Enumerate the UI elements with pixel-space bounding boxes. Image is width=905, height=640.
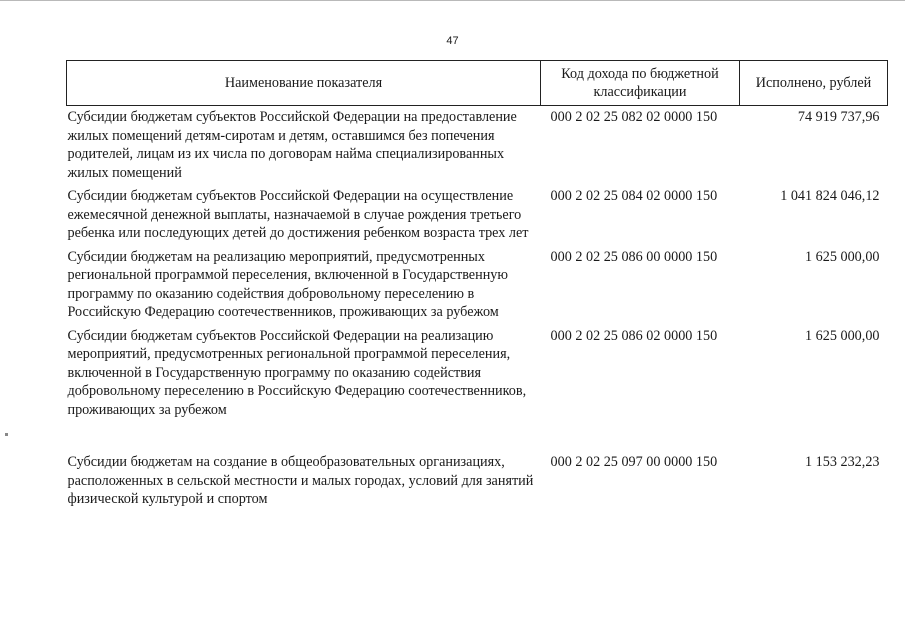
header-name: Наименование показателя	[67, 61, 541, 106]
row-amount: 1 625 000,00	[805, 248, 880, 265]
top-scan-rule	[0, 0, 905, 5]
table-row	[67, 106, 888, 187]
page-number: 47	[446, 35, 459, 47]
header-code: Код дохода по бюджетной классификации	[541, 61, 740, 106]
row-amount: 1 041 824 046,12	[780, 188, 880, 204]
table-row	[67, 423, 888, 513]
row-name: Субсидии бюджетам на реализацию мероприятий, предусмотренных региональной программой переселения, включенной в Государственную программу по оказанию содействия добровольному переселению в Российскую Федерацию соотечественников, проживающих за рубежом	[67, 248, 508, 320]
row-amount: 74 919 737,96	[797, 109, 880, 125]
table-row	[67, 326, 888, 424]
revenue-table	[66, 60, 888, 513]
row-code: 000 2 02 25 084 02 0000 150	[550, 188, 718, 204]
row-code: 000 2 02 25 097 00 0000 150	[550, 454, 718, 470]
row-code: 000 2 02 25 082 02 0000 150	[550, 109, 718, 125]
table-row	[67, 247, 888, 326]
table-header-row	[67, 61, 888, 106]
row-code: 000 2 02 25 086 02 0000 150	[550, 327, 718, 344]
scan-speck	[5, 433, 8, 436]
row-name: Субсидии бюджетам субъектов Российской Федерации на реализацию мероприятий, предусмотренных региональной программой переселения, включенной в Государственную программу по оказанию содействия добровольному переселению в Российскую Федерацию соотечественников, проживающих за рубежом	[67, 327, 527, 418]
row-code: 000 2 02 25 086 00 0000 150	[550, 248, 718, 265]
row-amount: 1 625 000,00	[805, 327, 880, 344]
row-name: Субсидии бюджетам на создание в общеобразовательных организациях, расположенных в сельской местности и малых городах, условий для занятий физической культурой и спортом	[67, 454, 534, 507]
row-name: Субсидии бюджетам субъектов Российской Федерации на предоставление жилых помещений детям-сиротам и детям, оставшимся без попечения родителей, лицам из их числа по договорам найма специализированных жилых помещений	[67, 109, 517, 181]
header-amount: Исполнено, рублей	[740, 61, 888, 106]
row-amount: 1 153 232,23	[805, 454, 880, 470]
table-row	[67, 186, 888, 247]
row-name: Субсидии бюджетам субъектов Российской Федерации на осуществление ежемесячной денежной выплаты, назначаемой в случае рождения третьего ребенка или последующих детей до достижения ребенком возраста трех лет	[67, 188, 529, 241]
